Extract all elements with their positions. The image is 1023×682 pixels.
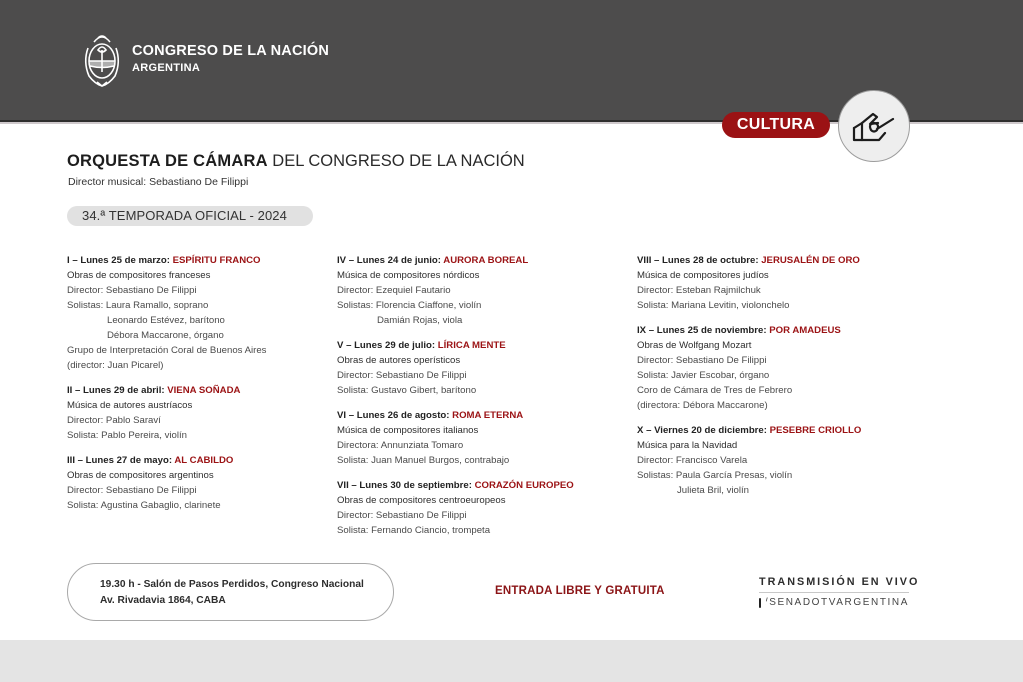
concert-title: JERUSALÉN DE ORO [761, 255, 860, 266]
concert-detail: Solista: Pablo Pereira, violín [67, 430, 187, 441]
concert-detail: Leonardo Estévez, barítono [107, 315, 225, 326]
concert-entry [67, 453, 327, 513]
concert-detail: Coro de Cámara de Tres de Febrero [637, 385, 793, 396]
concert-detail: Música de autores austríacos [67, 400, 193, 411]
concert-detail: Obras de compositores franceses [67, 270, 211, 281]
concert-detail: Solista: Agustina Gabaglio, clarinete [67, 500, 221, 511]
title-light: DEL CONGRESO DE LA NACIÓN [267, 152, 525, 170]
stream-handle: /SENADOTVARGENTINA [764, 597, 909, 608]
concert-heading [67, 383, 327, 398]
concert-date: IV – Lunes 24 de junio: [337, 255, 444, 266]
concert-detail: Director: Ezequiel Fautario [337, 285, 451, 296]
music-director: Director musical: Sebastiano De Filippi [68, 176, 249, 188]
concert-detail: Director: Esteban Rajmilchuk [637, 285, 761, 296]
concert-column-2 [337, 253, 617, 548]
concert-entry [337, 253, 617, 328]
concert-entry [637, 423, 917, 498]
national-coat-of-arms-icon [82, 28, 122, 88]
concert-date: III – Lunes 27 de mayo: [67, 455, 175, 466]
concert-detail: Director: Francisco Varela [637, 455, 748, 466]
concert-column-3 [637, 253, 917, 508]
concert-heading [637, 423, 917, 438]
concert-detail: Director: Sebastiano De Filippi [337, 370, 467, 381]
page-title [67, 152, 525, 171]
concert-title: AL CABILDO [174, 455, 234, 466]
concert-title: CORAZÓN EUROPEO [474, 480, 574, 491]
concert-detail: Director: Sebastiano De Filippi [67, 485, 197, 496]
concert-entry [637, 253, 917, 313]
concert-detail: Director: Sebastiano De Filippi [67, 285, 197, 296]
concert-title: ESPÍRITU FRANCO [172, 255, 261, 266]
concert-date: VI – Lunes 26 de agosto: [337, 410, 453, 421]
concert-date: X – Viernes 20 de diciembre: [637, 425, 770, 436]
concert-detail: Grupo de Interpretación Coral de Buenos Aires [67, 345, 267, 356]
concert-detail: (directora: Débora Maccarone) [637, 400, 768, 411]
concert-detail: (director: Juan Picarel) [67, 360, 164, 371]
concert-column-1 [67, 253, 327, 523]
concert-detail: Julieta Bril, violín [677, 485, 749, 496]
concert-heading [337, 253, 617, 268]
season-badge: 34.ª TEMPORADA OFICIAL - 2024 [67, 206, 313, 226]
concert-detail: Solista: Mariana Levitin, violonchelo [637, 300, 790, 311]
congreso-logo [82, 28, 329, 88]
concert-detail: Música de compositores judíos [637, 270, 769, 281]
concert-detail: Música de compositores italianos [337, 425, 479, 436]
concert-title: ROMA ETERNA [452, 410, 524, 421]
youtube-icon [759, 598, 761, 608]
concert-heading [337, 408, 617, 423]
concert-detail: Damián Rojas, viola [377, 315, 463, 326]
concert-heading [337, 478, 617, 493]
venue-line-1: 19.30 h - Salón de Pasos Perdidos, Congreso Nacional [100, 579, 364, 590]
concert-detail: Solistas: Paula García Presas, violín [637, 470, 793, 481]
cultura-icon-circle [838, 90, 910, 162]
concert-detail: Solistas: Laura Ramallo, soprano [67, 300, 209, 311]
stream-link[interactable] [759, 597, 909, 608]
concert-detail: Solistas: Florencia Ciaffone, violín [337, 300, 482, 311]
concert-detail: Solista: Fernando Ciancio, trompeta [337, 525, 491, 536]
free-entry-notice: ENTRADA LIBRE Y GRATUITA [495, 585, 665, 597]
concert-detail: Directora: Annunziata Tomaro [337, 440, 464, 451]
concert-title: POR AMADEUS [769, 325, 841, 336]
concert-detail: Director: Pablo Saraví [67, 415, 161, 426]
concert-date: IX – Lunes 25 de noviembre: [637, 325, 770, 336]
live-stream-info [759, 576, 920, 608]
concert-title: AURORA BOREAL [443, 255, 529, 266]
concert-entry [67, 383, 327, 443]
concert-detail: Obras de compositores argentinos [67, 470, 214, 481]
venue-info [67, 563, 394, 621]
org-title: CONGRESO DE LA NACIÓN [132, 42, 330, 59]
stream-title: TRANSMISIÓN EN VIVO [759, 576, 909, 593]
concert-detail: Solista: Juan Manuel Burgos, contrabajo [337, 455, 510, 466]
concert-entry [337, 478, 617, 538]
concert-date: V – Lunes 29 de julio: [337, 340, 438, 351]
concert-detail: Música para la Navidad [637, 440, 738, 451]
concert-detail: Director: Sebastiano De Filippi [337, 510, 467, 521]
concert-detail: Obras de autores operísticos [337, 355, 461, 366]
bottom-band [0, 640, 1023, 682]
concert-heading [67, 253, 327, 268]
concert-detail: Obras de compositores centroeuropeos [337, 495, 506, 506]
concert-date: VII – Lunes 30 de septiembre: [337, 480, 475, 491]
concert-detail: Obras de Wolfgang Mozart [637, 340, 752, 351]
concert-date: I – Lunes 25 de marzo: [67, 255, 173, 266]
venue-line-2: Av. Rivadavia 1864, CABA [100, 595, 226, 606]
concert-title: LÍRICA MENTE [437, 340, 506, 351]
concert-detail: Solista: Javier Escobar, órgano [637, 370, 770, 381]
concert-heading [637, 323, 917, 338]
concert-entry [337, 408, 617, 468]
title-bold: ORQUESTA DE CÁMARA [67, 152, 268, 170]
concert-heading [337, 338, 617, 353]
concert-detail: Débora Maccarone, órgano [107, 330, 224, 341]
concert-entry [637, 323, 917, 413]
concert-entry [67, 253, 327, 373]
concert-date: VIII – Lunes 28 de octubre: [637, 255, 762, 266]
concert-detail: Director: Sebastiano De Filippi [637, 355, 767, 366]
hand-writing-icon [851, 106, 897, 146]
cultura-badge: CULTURA [722, 112, 830, 138]
concert-detail: Solista: Gustavo Gibert, barítono [337, 385, 477, 396]
concert-heading [637, 253, 917, 268]
concert-date: II – Lunes 29 de abril: [67, 385, 168, 396]
concert-title: PESEBRE CRIOLLO [769, 425, 862, 436]
concert-heading [67, 453, 327, 468]
concert-entry [337, 338, 617, 398]
concert-title: VIENA SOÑADA [167, 385, 241, 396]
concert-detail: Música de compositores nórdicos [337, 270, 480, 281]
org-subtitle: ARGENTINA [132, 61, 201, 74]
